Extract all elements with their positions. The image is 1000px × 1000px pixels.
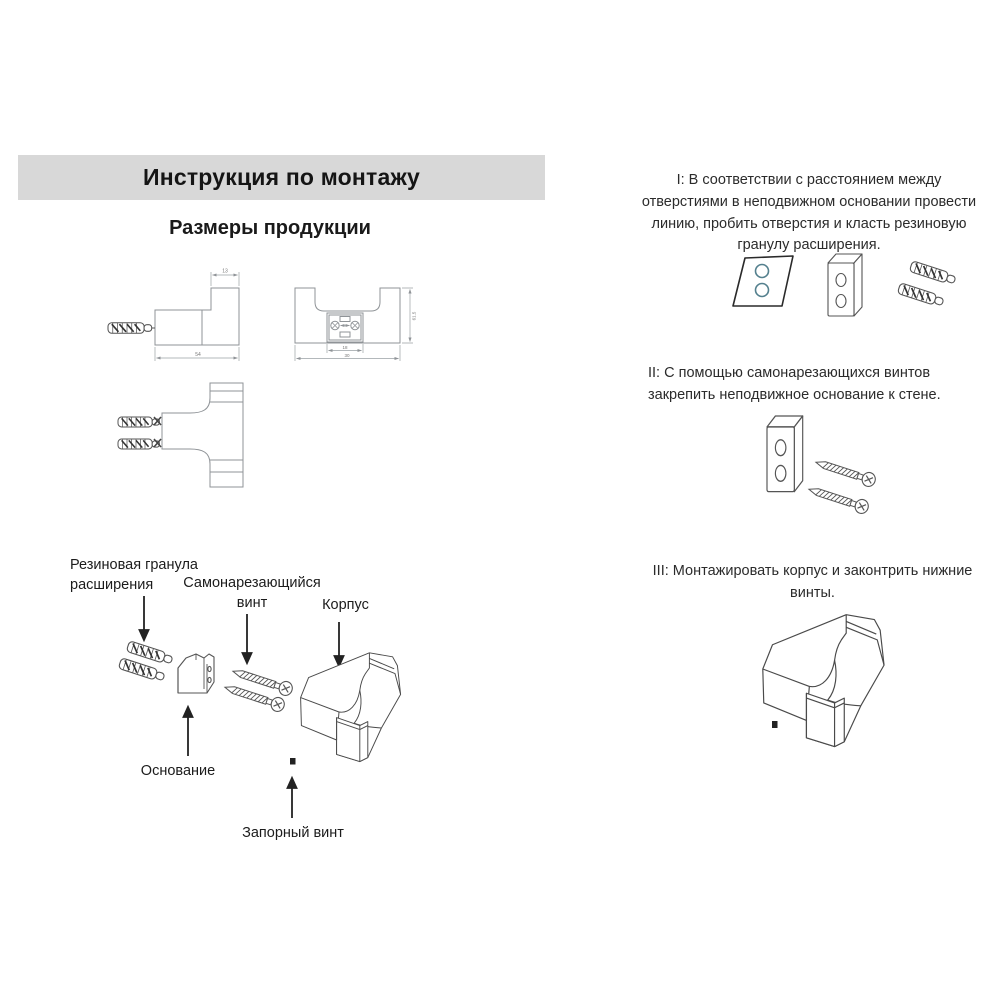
base-icon [828, 254, 862, 316]
dim-front-inner: 18 [342, 345, 348, 350]
dowel-icon [118, 641, 173, 683]
front-view-drawing [289, 262, 424, 370]
step-1-text: I: В соответствии с расстоянием между отверстиями в неподвижном основании провести линию, пробить отверстия и класть резиновую гранулу расширения. [641, 172, 977, 254]
dim-side-bottom: 54 [195, 352, 201, 358]
screw-icon [807, 456, 877, 515]
step-3-text: III: Монтажировать корпус и законтрить нижние винты. [652, 563, 973, 601]
label-body: Корпус [322, 597, 369, 613]
step-2-text: II: С помощью самонарезающихся винтов закрепить неподвижное основание к стене. [648, 365, 941, 403]
base-icon [767, 416, 803, 492]
side-view-drawing [103, 262, 248, 367]
lock-screw-icon [772, 721, 778, 728]
screw-icon [223, 665, 294, 713]
label-base: Основание [140, 763, 216, 779]
step-1-illustration [722, 246, 962, 366]
top-view-drawing [110, 372, 260, 497]
dowel-icon [108, 323, 155, 333]
step-2-illustration [752, 412, 947, 522]
base-icon [178, 654, 214, 693]
hook-body-icon [763, 615, 884, 747]
dim-side-top: 13 [222, 268, 228, 275]
exploded-diagram [58, 552, 453, 857]
label-lock-screw: Запорный винт [242, 825, 344, 841]
step-3-illustration [748, 598, 958, 773]
wall-template-icon [733, 256, 793, 306]
dim-front-outer: 30 [344, 353, 350, 358]
dowel-screw-icon [118, 439, 161, 449]
label-screw: Самонарезающийся винт [183, 575, 321, 611]
lock-screw-icon [290, 758, 296, 765]
hook-body-icon [301, 653, 401, 762]
header-bar [18, 155, 545, 200]
dowel-icon [897, 261, 956, 308]
label-dowel: Резиновая гранула расширения [70, 557, 198, 593]
section-title: Размеры продукции [169, 217, 371, 239]
page-title: Инструкция по монтажу [143, 164, 420, 190]
dowel-screw-icon [118, 417, 161, 427]
dim-front-height: 61.5 [411, 311, 417, 321]
